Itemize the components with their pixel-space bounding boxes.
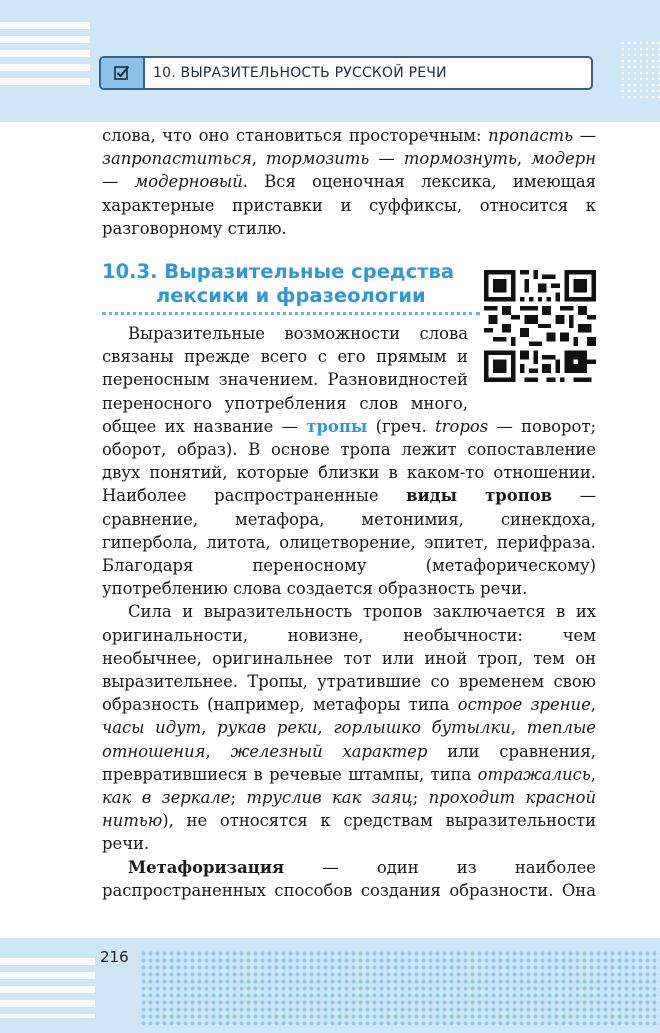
term-trope-types: виды тропов bbox=[406, 486, 553, 506]
decorative-stripes bbox=[0, 22, 90, 92]
intro-paragraph: слова, что оно становиться просторечным: пропасть — запропаститься, тормозить — тормознуть, модерн — модерновый. Вся оценочная лексика, имеющая характерные приставки и суффиксы, относится к разговорному стилю. bbox=[102, 126, 597, 238]
term-tropes: тропы bbox=[306, 416, 368, 436]
section-heading bbox=[102, 260, 474, 308]
section-title-line2: лексики и фразеологии bbox=[156, 284, 426, 307]
chapter-title: 10. ВЫРАЗИТЕЛЬНОСТЬ РУССКОЙ РЕЧИ bbox=[153, 65, 447, 81]
paragraph-metaphorization: Метафоризация — один из наиболее распространенных способов создания образности. Она bbox=[102, 857, 596, 900]
term-metaphorization: Метафоризация bbox=[128, 857, 285, 877]
decorative-stripes bbox=[0, 958, 95, 1018]
decorative-dots bbox=[140, 950, 660, 1026]
decorative-dots bbox=[620, 40, 660, 100]
paragraph-tropes: Выразительные возможности слова связаны прежде всего с его прямым и переносным значением. Разновидностей переносного употребления слов много, общее их название — тропы (греч. tropos — поворот; оборот, образ). В основе тропа лежит сопоставление двух понятий, которые близки в каком-то отношении. Наиболее распространенные виды тропов — сравнение, метафора, метонимия, синекдоха, гипербола, литота, олицетворение, эпитет, перифраза. Благодаря переносному (метафорическому) употреблению слова создается образность речи. bbox=[102, 324, 597, 599]
body-text bbox=[102, 322, 596, 902]
checkbox-icon bbox=[101, 58, 145, 88]
section-divider bbox=[102, 312, 480, 315]
chapter-header bbox=[99, 56, 593, 90]
page-number: 216 bbox=[100, 948, 129, 966]
qr-wrap-spacer bbox=[468, 322, 596, 410]
paragraph-trope-force: Сила и выразительность тропов заключается в их оригинальности, новизне, необычности: чем необычнее, оригинальнее тот или иной троп, тем он выразительнее. Тропы, утратившие со временем свою образность (например, метафоры типа острое зрение, часы идут, рукав реки, горлышко бутылки, теплые отношения, железный характер или сравнения, превратившиеся в речевые штампы, типа отражались, как в зеркале; труслив как заяц; проходит красной нитью), не относятся к средствам выразительности речи. bbox=[102, 602, 597, 854]
section-title-line1: 10.3. Выразительные средства bbox=[102, 260, 455, 283]
